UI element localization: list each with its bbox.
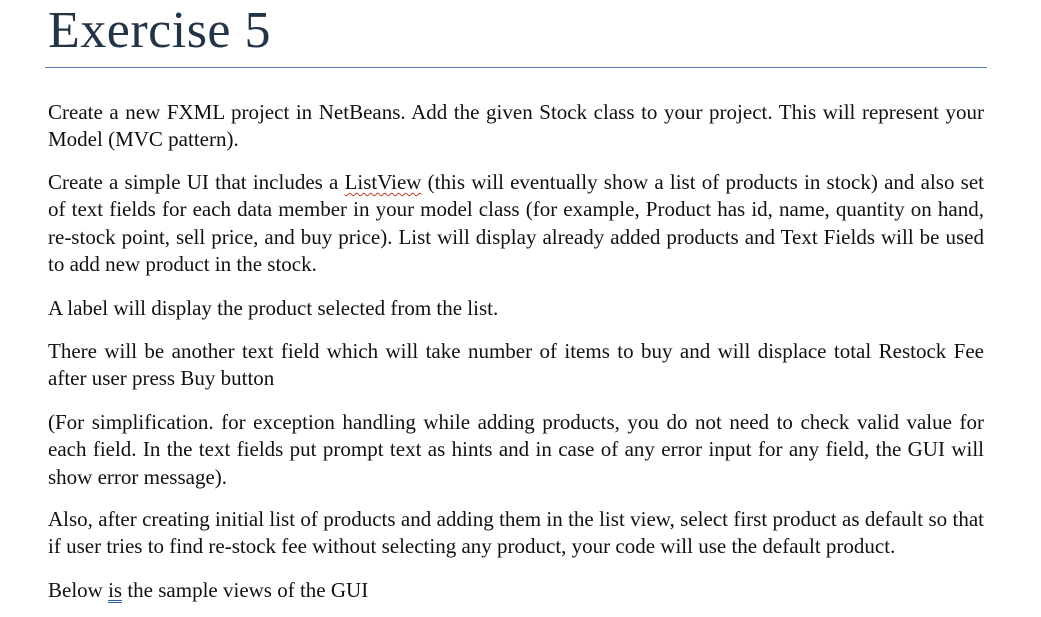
paragraph-ui-description-end: (this will eventually show a list of products in stock) and also set of text fields for each data member in your model class (for example, Product has id, name, quantity on hand, re-stock point, sell price, and buy price). List will display already added products and Text Fields will be used to add new product in the stock. [48,170,984,276]
paragraph-default-selection: Also, after creating initial list of products and adding them in the list view, select first product as default so that if user tries to find re-stock fee without selecting any product, your code will use the default product. [48,507,984,559]
paragraph-sample-views-start: Below [48,578,109,602]
title-divider [45,67,987,68]
paragraph-project-setup: Create a new FXML project in NetBeans. Add the given Stock class to your project. This will represent your Model (MVC pattern). [48,100,984,152]
grammar-flagged-word: is [108,578,123,602]
paragraph-buy-field: There will be another text field which will take number of items to buy and will displace total Restock Fee after user press Buy button [48,339,984,391]
paragraph-sample-views-end: the sample views of the GUI [122,578,369,602]
paragraph-label: A label will display the product selected from the list. [48,296,499,320]
spellcheck-flagged-word: ListView [344,170,422,194]
paragraph-ui-description-start: Create a simple UI that includes a [48,170,345,194]
paragraph-ui-description [48,169,984,278]
paragraph-sample-views [48,577,984,604]
document-title: Exercise 5 [48,2,272,59]
paragraph-simplification-note: (For simplification. for exception handling while adding products, you do not need to check valid value for each field. In the text fields put prompt text as hints and in case of any error input for any field, the GUI will show error message). [48,410,984,489]
